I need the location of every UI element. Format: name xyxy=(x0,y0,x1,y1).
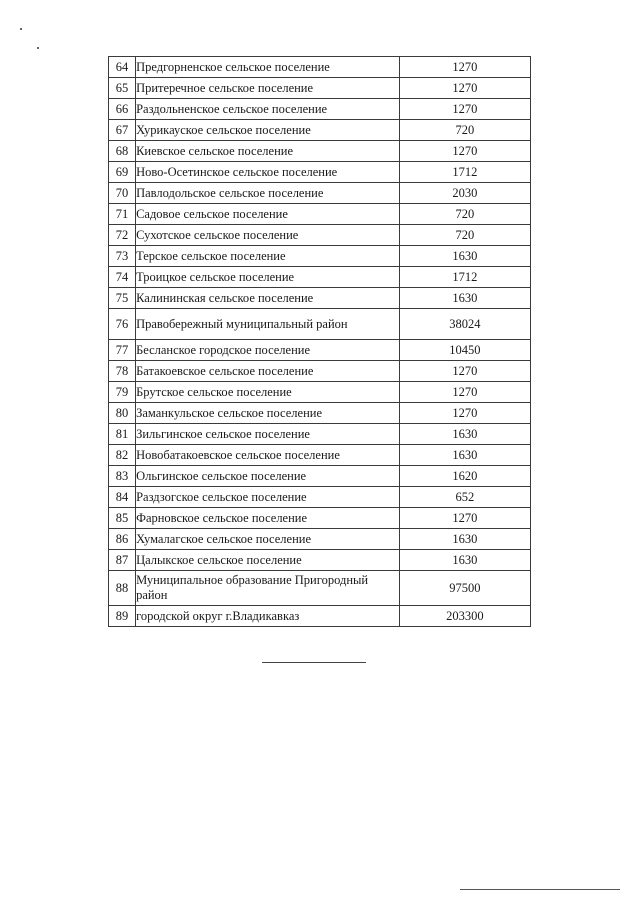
settlement-name: Притеречное сельское поселение xyxy=(136,78,400,99)
amount-value: 2030 xyxy=(399,183,530,204)
amount-value: 1712 xyxy=(399,267,530,288)
row-number: 74 xyxy=(109,267,136,288)
settlement-name: Сухотское сельское поселение xyxy=(136,225,400,246)
district-name: Правобережный муниципальный район xyxy=(136,309,400,340)
row-number: 65 xyxy=(109,78,136,99)
closing-divider xyxy=(262,662,366,663)
settlement-name: Брутское сельское поселение xyxy=(136,382,400,403)
settlement-name: Ольгинское сельское поселение xyxy=(136,466,400,487)
settlement-name: Раздзогское сельское поселение xyxy=(136,487,400,508)
row-number: 68 xyxy=(109,141,136,162)
settlement-name: Хумалагское сельское поселение xyxy=(136,529,400,550)
allocation-table xyxy=(108,56,531,627)
row-number: 79 xyxy=(109,382,136,403)
row-number: 86 xyxy=(109,529,136,550)
amount-value: 652 xyxy=(399,487,530,508)
corner-divider xyxy=(460,889,620,890)
amount-value: 38024 xyxy=(399,309,530,340)
amount-value: 1630 xyxy=(399,246,530,267)
amount-value: 1270 xyxy=(399,508,530,529)
amount-value: 1270 xyxy=(399,141,530,162)
district-name xyxy=(136,571,400,606)
table-row xyxy=(109,529,531,550)
row-number: 88 xyxy=(109,571,136,606)
row-number: 82 xyxy=(109,445,136,466)
row-number: 77 xyxy=(109,340,136,361)
settlement-name: Батакоевское сельское поселение xyxy=(136,361,400,382)
table-row xyxy=(109,225,531,246)
row-number: 89 xyxy=(109,606,136,627)
table-row xyxy=(109,57,531,78)
city-district-name: городской округ г.Владикавказ xyxy=(136,606,400,627)
amount-value: 1620 xyxy=(399,466,530,487)
table-row xyxy=(109,340,531,361)
amount-value: 1270 xyxy=(399,361,530,382)
row-number: 64 xyxy=(109,57,136,78)
settlement-name: Ново-Осетинское сельское поселение xyxy=(136,162,400,183)
table-row xyxy=(109,571,531,606)
amount-value: 1630 xyxy=(399,550,530,571)
amount-value: 720 xyxy=(399,204,530,225)
row-number: 72 xyxy=(109,225,136,246)
settlement-name: Предгорненское сельское поселение xyxy=(136,57,400,78)
row-number: 69 xyxy=(109,162,136,183)
row-number: 81 xyxy=(109,424,136,445)
district-name-text: Муниципальное образование Пригородный район xyxy=(136,573,369,602)
table-row xyxy=(109,403,531,424)
table-row xyxy=(109,183,531,204)
row-number: 73 xyxy=(109,246,136,267)
settlement-name: Заманкульское сельское поселение xyxy=(136,403,400,424)
table-row xyxy=(109,141,531,162)
settlement-name: Садовое сельское поселение xyxy=(136,204,400,225)
amount-value: 10450 xyxy=(399,340,530,361)
settlement-name: Раздольненское сельское поселение xyxy=(136,99,400,120)
amount-value: 1630 xyxy=(399,288,530,309)
scan-speck xyxy=(37,47,39,49)
row-number: 67 xyxy=(109,120,136,141)
row-number: 83 xyxy=(109,466,136,487)
row-number: 71 xyxy=(109,204,136,225)
settlement-name: Калининская сельское поселение xyxy=(136,288,400,309)
amount-value: 1630 xyxy=(399,424,530,445)
amount-value: 1270 xyxy=(399,78,530,99)
table-body xyxy=(109,57,531,627)
settlement-name: Киевское сельское поселение xyxy=(136,141,400,162)
row-number: 78 xyxy=(109,361,136,382)
table-row xyxy=(109,246,531,267)
table-row xyxy=(109,466,531,487)
row-number: 87 xyxy=(109,550,136,571)
table-row xyxy=(109,204,531,225)
table-row xyxy=(109,487,531,508)
scan-speck xyxy=(20,28,22,30)
settlement-name: Зильгинское сельское поселение xyxy=(136,424,400,445)
amount-value: 720 xyxy=(399,225,530,246)
table-row xyxy=(109,78,531,99)
settlement-name: Цалыкское сельское поселение xyxy=(136,550,400,571)
table-row xyxy=(109,120,531,141)
row-number: 85 xyxy=(109,508,136,529)
amount-value: 1270 xyxy=(399,57,530,78)
amount-value: 97500 xyxy=(399,571,530,606)
table-row xyxy=(109,606,531,627)
settlement-name: Терское сельское поселение xyxy=(136,246,400,267)
amount-value: 1270 xyxy=(399,99,530,120)
settlement-name: Новобатакоевское сельское поселение xyxy=(136,445,400,466)
row-number: 66 xyxy=(109,99,136,120)
settlement-name: Хурикауское сельское поселение xyxy=(136,120,400,141)
table-row xyxy=(109,550,531,571)
amount-value: 720 xyxy=(399,120,530,141)
table-row xyxy=(109,361,531,382)
amount-value: 1630 xyxy=(399,529,530,550)
amount-value: 1270 xyxy=(399,403,530,424)
table-row xyxy=(109,99,531,120)
settlement-name: Павлодольское сельское поселение xyxy=(136,183,400,204)
table-row xyxy=(109,309,531,340)
amount-value: 1270 xyxy=(399,382,530,403)
amount-value: 1630 xyxy=(399,445,530,466)
amount-value: 1712 xyxy=(399,162,530,183)
row-number: 76 xyxy=(109,309,136,340)
row-number: 75 xyxy=(109,288,136,309)
settlement-name: Фарновское сельское поселение xyxy=(136,508,400,529)
row-number: 70 xyxy=(109,183,136,204)
table-row xyxy=(109,508,531,529)
row-number: 80 xyxy=(109,403,136,424)
table-row xyxy=(109,267,531,288)
table-row xyxy=(109,288,531,309)
table-row xyxy=(109,162,531,183)
row-number: 84 xyxy=(109,487,136,508)
table-row xyxy=(109,424,531,445)
table-row xyxy=(109,445,531,466)
amount-value: 203300 xyxy=(399,606,530,627)
settlement-name: Троицкое сельское поселение xyxy=(136,267,400,288)
table-row xyxy=(109,382,531,403)
settlement-name: Бесланское городское поселение xyxy=(136,340,400,361)
